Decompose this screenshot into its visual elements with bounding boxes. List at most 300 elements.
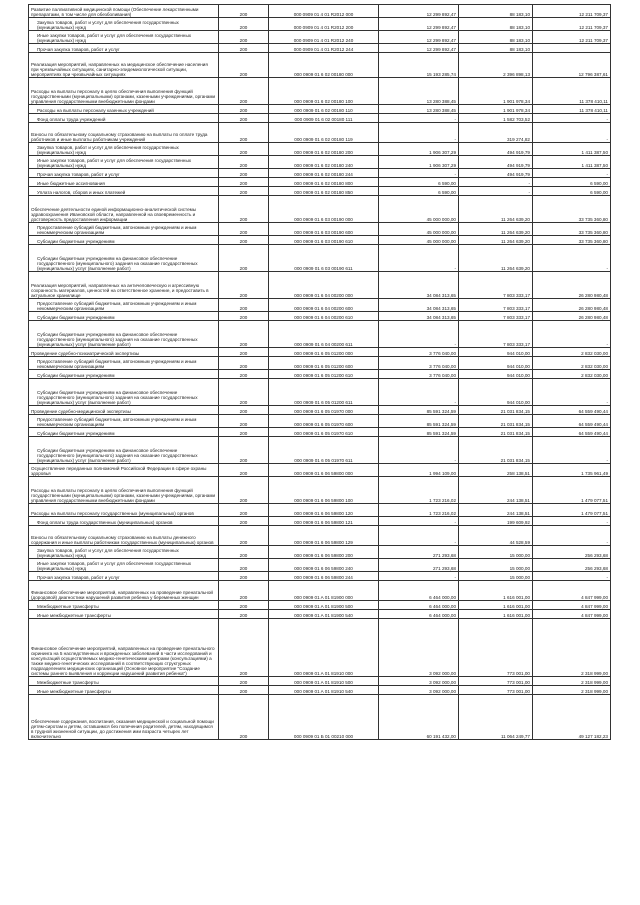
row-name-cell: Предоставление субсидий бюджетным, автономным учреждениям и иным некоммерческим организациям [29,223,219,236]
table-row [29,695,611,740]
row-code-cell: 200 [219,370,269,379]
row-rest-cell: 4 847 999,00 [533,610,611,619]
row-exec-cell: 7 803 333,17 [459,312,533,321]
row-code-cell: 200 [219,504,269,517]
row-rest-cell: 2 318 999,00 [533,677,611,686]
row-rest-cell: 2 832 030,00 [533,357,611,370]
row-name-cell: Проведение судебно-медицинской экспертизы [29,406,219,415]
table-row [29,31,611,44]
table-row [29,348,611,357]
row-code-cell: 200 [219,695,269,740]
row-exec-cell: - [459,187,533,196]
row-plan-cell: - [379,123,459,143]
row-code-cell: 200 [219,428,269,437]
row-kbk-cell: 000 0909 01 6 05 01200 000 [269,348,379,357]
row-exec-cell: 44 528,59 [459,526,533,546]
row-name-cell: Иные закупки товаров, работ и услуг для обеспечения государственных (муниципальных) нужд [29,156,219,169]
row-plan-cell: 6 464 000,00 [379,601,459,610]
row-exec-cell: 773 001,00 [459,686,533,695]
row-code-cell: 200 [219,517,269,526]
row-code-cell: 200 [219,610,269,619]
row-name-cell: Предоставление субсидий бюджетным, автономным учреждениям и иным некоммерческим организациям [29,299,219,312]
row-code-cell: 200 [219,245,269,272]
row-exec-cell: 21 031 834,15 [459,437,533,464]
row-code-cell: 200 [219,178,269,187]
row-code-cell: 200 [219,572,269,581]
row-rest-cell: 11 378 410,11 [533,78,611,105]
row-rest-cell: 1 411 387,50 [533,143,611,156]
row-plan-cell: 12 299 892,47 [379,44,459,53]
row-name-cell: Субсидии бюджетным учреждениям [29,312,219,321]
row-name-cell: Прочая закупка товаров, работ и услуг [29,44,219,53]
row-exec-cell: 773 001,00 [459,677,533,686]
row-exec-cell: 944 010,00 [459,348,533,357]
row-kbk-cell: 000 0909 01 6 04 00200 610 [269,312,379,321]
table-row [29,504,611,517]
row-rest-cell: 256 293,68 [533,546,611,559]
row-name-cell: Предоставление субсидий бюджетным, автономным учреждениям и иным некоммерческим организациям [29,357,219,370]
row-name-cell: Закупка товаров, работ и услуг для обеспечения государственных (муниципальных) нужд [29,546,219,559]
row-rest-cell: 33 735 360,80 [533,236,611,245]
table-row [29,143,611,156]
row-rest-cell: 1 735 961,49 [533,464,611,477]
row-exec-cell: 21 031 834,15 [459,406,533,415]
table-row [29,236,611,245]
row-name-cell: Реализация мероприятий, направленных на медицинское обеспечение населения при чрезвычайных ситуациях, санитарно-эпидемиологической ситуации, мероприятиях при чрезвычайных ситуациях [29,53,219,78]
row-name-cell: Прочая закупка товаров, работ и услуг [29,572,219,581]
row-exec-cell: 1 616 001,00 [459,610,533,619]
row-kbk-cell: 000 0909 01 6 06 59800 244 [269,572,379,581]
row-code-cell: 200 [219,18,269,31]
row-kbk-cell: 000 0909 01 A 01 81900 000 [269,581,379,601]
row-rest-cell: 6 590,00 [533,187,611,196]
row-code-cell: 200 [219,348,269,357]
row-exec-cell: 494 919,79 [459,169,533,178]
row-rest-cell: 26 280 980,48 [533,299,611,312]
row-kbk-cell: 000 0909 01 4 01 R2012 200 [269,18,379,31]
table-row [29,178,611,187]
row-kbk-cell: 000 0909 01 6 04 00200 000 [269,272,379,299]
row-exec-cell: 199 609,92 [459,517,533,526]
row-exec-cell: 944 010,00 [459,370,533,379]
row-code-cell: 200 [219,156,269,169]
row-name-cell: Реализация мероприятий, направленных на античеловеческую и агрессивную сохранность материалов, ценностей на ответственное хранение, и предоставить в актуальное хранилище [29,272,219,299]
row-name-cell: Расходы на выплаты персоналу в целях обеспечения выполнения функций государственными (муниципальными) органами, казенными учреждениями, органами управления государственными внебюджетными фондами [29,78,219,105]
table-row [29,406,611,415]
row-plan-cell: 1 723 216,02 [379,504,459,517]
row-kbk-cell: 000 0909 01 6 02 00180 850 [269,187,379,196]
table-row [29,437,611,464]
row-kbk-cell: 000 0909 01 6 02 00180 111 [269,114,379,123]
row-rest-cell: 64 559 490,44 [533,415,611,428]
row-exec-cell: 11 064 249,77 [459,695,533,740]
row-name-cell: Субсидии бюджетным учреждениям [29,428,219,437]
row-kbk-cell: 000 0909 01 6 06 59800 240 [269,559,379,572]
row-plan-cell: 6 590,00 [379,187,459,196]
row-kbk-cell: 000 0909 01 A 01 81910 540 [269,686,379,695]
table-row [29,223,611,236]
row-code-cell: 200 [219,31,269,44]
row-plan-cell: 3 092 000,00 [379,686,459,695]
table-row [29,123,611,143]
table-row [29,686,611,695]
row-plan-cell: 85 591 324,59 [379,406,459,415]
row-kbk-cell: 000 0909 01 6 02 00180 240 [269,156,379,169]
row-rest-cell: 12 796 387,61 [533,53,611,78]
row-code-cell: 200 [219,601,269,610]
row-kbk-cell: 000 0909 01 A 01 81910 500 [269,677,379,686]
row-code-cell: 200 [219,123,269,143]
row-rest-cell: 1 479 077,51 [533,477,611,504]
row-rest-cell: 26 280 980,48 [533,312,611,321]
row-plan-cell: 271 293,68 [379,546,459,559]
row-rest-cell: 26 280 980,48 [533,272,611,299]
row-exec-cell: 7 803 333,17 [459,272,533,299]
row-code-cell: 200 [219,44,269,53]
row-name-cell: Расходы на выплаты персоналу государственных (муниципальных) органов [29,504,219,517]
table-row [29,114,611,123]
row-code-cell: 200 [219,169,269,178]
row-exec-cell: 88 183,10 [459,18,533,31]
row-plan-cell: 13 280 388,45 [379,78,459,105]
row-plan-cell: 12 299 892,47 [379,18,459,31]
row-code-cell: 200 [219,415,269,428]
row-name-cell: Расходы на выплаты персоналу казенных учреждений [29,105,219,114]
row-plan-cell: - [379,379,459,406]
table-row [29,477,611,504]
row-code-cell: 200 [219,105,269,114]
row-name-cell: Субсидии бюджетным учреждениям на финансовое обеспечение государственного (муниципального) задания на оказание государственных (муниципальных) услуг (выполнение работ) [29,321,219,348]
row-rest-cell: - [533,517,611,526]
table-row [29,428,611,437]
row-plan-cell: 12 299 892,47 [379,31,459,44]
row-plan-cell: 85 591 324,59 [379,428,459,437]
row-code-cell: 200 [219,581,269,601]
row-code-cell: 200 [219,677,269,686]
row-rest-cell: 256 293,68 [533,559,611,572]
row-exec-cell: 944 010,00 [459,357,533,370]
table-row [29,105,611,114]
table-row [29,156,611,169]
table-row [29,370,611,379]
row-plan-cell: - [379,321,459,348]
row-rest-cell: 64 559 490,44 [533,406,611,415]
table-row [29,245,611,272]
row-name-cell: Обеспечение деятельности единой информационно-аналитической системы здравоохранения Ивановской области, направленной на своевременность и достоверность предоставления информации [29,196,219,223]
row-kbk-cell: 000 0909 01 6 02 00180 110 [269,105,379,114]
row-plan-cell: 1 723 216,02 [379,477,459,504]
row-code-cell: 200 [219,187,269,196]
row-name-cell: Иные закупки товаров, работ и услуг для обеспечения государственных (муниципальных) нужд [29,31,219,44]
row-name-cell: Межбюджетные трансферты [29,601,219,610]
table-row [29,299,611,312]
row-exec-cell: 11 264 639,20 [459,196,533,223]
row-name-cell: Взносы по обязательному социальному страхованию на выплаты по оплате труда работников и иные выплаты работникам учреждений [29,123,219,143]
row-name-cell: Закупка товаров, работ и услуг для обеспечения государственных (муниципальных) нужд [29,18,219,31]
row-kbk-cell: 000 0909 01 Б 01 00210 000 [269,695,379,740]
row-exec-cell: - [459,178,533,187]
table-row [29,357,611,370]
row-rest-cell: 12 211 709,37 [533,5,611,18]
table-row [29,619,611,677]
row-code-cell: 200 [219,437,269,464]
row-rest-cell: - [533,437,611,464]
table-row [29,464,611,477]
table-row [29,187,611,196]
row-plan-cell: 6 590,00 [379,178,459,187]
row-kbk-cell: 000 0909 01 6 04 00200 611 [269,321,379,348]
row-exec-cell: 1 901 978,34 [459,78,533,105]
table-row [29,44,611,53]
table-row [29,321,611,348]
row-code-cell: 200 [219,143,269,156]
row-exec-cell: 11 264 639,20 [459,223,533,236]
row-plan-cell: 1 906 307,29 [379,156,459,169]
table-row [29,581,611,601]
row-plan-cell: 12 299 892,47 [379,5,459,18]
row-kbk-cell: 000 0909 01 A 01 81910 000 [269,619,379,677]
row-name-cell: Взносы по обязательному социальному страхованию на выплаты денежного содержания и иные выплаты работникам государственных (муниципальных) органов [29,526,219,546]
row-plan-cell: 1 994 109,00 [379,464,459,477]
row-name-cell: Развитие паллиативной медицинской помощи (Обеспечение лекарственными препаратами, в том числе для обезболивания) [29,5,219,18]
row-rest-cell: 11 378 410,11 [533,105,611,114]
row-plan-cell: 6 464 000,00 [379,581,459,601]
row-code-cell: 200 [219,5,269,18]
row-kbk-cell: 000 0909 01 6 03 00190 600 [269,223,379,236]
row-code-cell: 200 [219,546,269,559]
row-exec-cell: 88 183,10 [459,44,533,53]
row-kbk-cell: 000 0909 01 6 03 00190 610 [269,236,379,245]
row-name-cell: Субсидии бюджетным учреждениям [29,370,219,379]
row-code-cell: 200 [219,406,269,415]
row-name-cell: Иные межбюджетные трансферты [29,686,219,695]
row-plan-cell: - [379,526,459,546]
row-exec-cell: 494 919,79 [459,156,533,169]
row-plan-cell: 3 776 040,00 [379,348,459,357]
row-code-cell: 200 [219,299,269,312]
row-kbk-cell: 000 0909 01 6 05 01970 600 [269,415,379,428]
row-exec-cell: 494 919,79 [459,143,533,156]
row-rest-cell: 1 411 387,50 [533,156,611,169]
row-exec-cell: 15 000,00 [459,572,533,581]
row-code-cell: 200 [219,379,269,406]
table-row [29,53,611,78]
row-kbk-cell: 000 0909 01 A 01 81900 500 [269,601,379,610]
row-name-cell: Расходы на выплаты персоналу в целях обеспечения выполнения функций государственными (муниципальными) органами, казенными учреждениями, органами управления государственными внебюджетными фондами [29,477,219,504]
row-exec-cell: 21 031 834,15 [459,415,533,428]
row-exec-cell: 2 396 898,13 [459,53,533,78]
row-plan-cell: - [379,169,459,178]
row-name-cell: Субсидии бюджетным учреждениям на финансовое обеспечение государственного (муниципального) задания на оказание государственных (муниципальных) услуг (выполнение работ) [29,379,219,406]
row-rest-cell: 12 211 709,37 [533,18,611,31]
table-row [29,5,611,18]
table-row [29,169,611,178]
row-exec-cell: 1 616 001,00 [459,601,533,610]
table-row [29,546,611,559]
row-code-cell: 200 [219,236,269,245]
row-exec-cell: 88 183,10 [459,5,533,18]
table-row [29,526,611,546]
row-kbk-cell: 000 0909 01 4 01 R2012 240 [269,31,379,44]
row-plan-cell: 45 000 000,00 [379,223,459,236]
row-name-cell: Закупка товаров, работ и услуг для обеспечения государственных (муниципальных) нужд [29,143,219,156]
row-rest-cell: - [533,572,611,581]
row-exec-cell: 7 803 333,17 [459,299,533,312]
table-row [29,610,611,619]
row-name-cell: Уплата налогов, сборов и иных платежей [29,187,219,196]
row-plan-cell: - [379,245,459,272]
row-rest-cell: 2 832 030,00 [533,370,611,379]
row-exec-cell: 21 031 834,15 [459,428,533,437]
row-code-cell: 200 [219,357,269,370]
row-exec-cell: 244 138,51 [459,477,533,504]
row-rest-cell: 6 590,00 [533,178,611,187]
row-kbk-cell: 000 0909 01 6 03 00190 611 [269,245,379,272]
row-plan-cell: - [379,572,459,581]
row-name-cell: Иные межбюджетные трансферты [29,610,219,619]
row-rest-cell: 33 735 360,80 [533,196,611,223]
row-code-cell: 200 [219,78,269,105]
row-plan-cell: 45 000 000,00 [379,196,459,223]
row-kbk-cell: 000 0909 01 6 06 59800 121 [269,517,379,526]
row-name-cell: Иные закупки товаров, работ и услуг для обеспечения государственных (муниципальных) нужд [29,559,219,572]
row-rest-cell: 49 127 182,23 [533,695,611,740]
budget-execution-table [28,4,611,740]
row-rest-cell: 64 559 490,44 [533,428,611,437]
table-row [29,677,611,686]
row-kbk-cell: 000 0909 01 6 02 00180 000 [269,53,379,78]
row-kbk-cell: 000 0909 01 6 02 00180 800 [269,178,379,187]
row-plan-cell: 34 084 313,65 [379,312,459,321]
row-code-cell: 200 [219,223,269,236]
row-rest-cell: - [533,169,611,178]
row-rest-cell: 33 735 360,80 [533,223,611,236]
row-name-cell: Осуществление переданных полномочий Российской Федерации в сфере охраны здоровья [29,464,219,477]
row-kbk-cell: 000 0909 01 A 01 81900 540 [269,610,379,619]
row-rest-cell: - [533,114,611,123]
row-kbk-cell: 000 0909 01 6 02 00180 119 [269,123,379,143]
table-row [29,272,611,299]
row-rest-cell: 1 479 077,51 [533,504,611,517]
row-name-cell: Субсидии бюджетным учреждениям [29,236,219,245]
row-name-cell: Финансовое обеспечение мероприятий, направленных на проведение пренатального скрининга на 5 наследственных и врожденных заболеваний в части исследований и консультаций осуществляемых медико-генетическими центрами (консультациями) а также медико-генетических исследований в соответствующих структурных подразделениях медицинских организаций (Основное мероприятие "Создание системы раннего выявления и коррекции нарушений развития ребенка") [29,619,219,677]
row-kbk-cell: 000 0909 01 4 01 R2012 244 [269,44,379,53]
row-kbk-cell: 000 0909 01 6 06 59800 120 [269,504,379,517]
row-exec-cell: 7 803 333,17 [459,321,533,348]
row-exec-cell: 15 000,00 [459,559,533,572]
row-kbk-cell: 000 0909 01 6 02 00180 100 [269,78,379,105]
row-name-cell: Фонд оплаты труда государственных (муниципальных) органов [29,517,219,526]
row-plan-cell: 45 000 000,00 [379,236,459,245]
row-rest-cell: - [533,123,611,143]
row-code-cell: 200 [219,619,269,677]
row-kbk-cell: 000 0909 01 6 06 59800 129 [269,526,379,546]
row-plan-cell: 271 293,68 [379,559,459,572]
row-code-cell: 200 [219,312,269,321]
row-code-cell: 200 [219,321,269,348]
row-exec-cell: 1 901 978,34 [459,105,533,114]
row-plan-cell: 34 084 313,65 [379,299,459,312]
row-kbk-cell: 000 0909 01 6 05 01970 611 [269,437,379,464]
row-name-cell: Фонд оплаты труда учреждений [29,114,219,123]
row-plan-cell: 15 193 285,74 [379,53,459,78]
row-kbk-cell: 000 0909 01 6 06 59800 200 [269,546,379,559]
table-row [29,312,611,321]
row-plan-cell: 3 776 040,00 [379,370,459,379]
row-rest-cell: - [533,526,611,546]
row-kbk-cell: 000 0909 01 6 06 59800 000 [269,464,379,477]
row-kbk-cell: 000 0909 01 6 04 00200 600 [269,299,379,312]
row-name-cell: Проведение судебно-психиатрической экспертизы [29,348,219,357]
row-code-cell: 200 [219,114,269,123]
row-rest-cell: 4 847 999,00 [533,581,611,601]
table-row [29,559,611,572]
row-plan-cell: 3 092 000,00 [379,619,459,677]
table-row [29,379,611,406]
row-rest-cell: - [533,379,611,406]
row-name-cell: Межбюджетные трансферты [29,677,219,686]
row-kbk-cell: 000 0909 01 6 05 01200 611 [269,379,379,406]
row-exec-cell: 244 138,51 [459,504,533,517]
row-name-cell: Субсидии бюджетным учреждениям на финансовое обеспечение государственного (муниципального) задания на оказание государственных (муниципальных) услуг (выполнение работ) [29,245,219,272]
row-rest-cell [533,44,611,53]
row-plan-cell: - [379,517,459,526]
row-kbk-cell: 000 0909 01 6 02 00180 200 [269,143,379,156]
row-code-cell: 200 [219,272,269,299]
row-kbk-cell: 000 0909 01 6 05 01970 000 [269,406,379,415]
row-code-cell: 200 [219,464,269,477]
row-plan-cell: 13 280 388,45 [379,105,459,114]
row-exec-cell: 258 138,51 [459,464,533,477]
table-row [29,601,611,610]
row-name-cell: Прочая закупка товаров, работ и услуг [29,169,219,178]
row-plan-cell: 34 084 313,65 [379,272,459,299]
table-row [29,517,611,526]
row-exec-cell: 15 000,00 [459,546,533,559]
row-kbk-cell: 000 0909 01 6 03 00190 000 [269,196,379,223]
row-code-cell: 200 [219,559,269,572]
row-exec-cell: 11 264 639,20 [459,245,533,272]
row-kbk-cell: 000 0909 01 4 01 R2012 000 [269,5,379,18]
row-kbk-cell: 000 0909 01 6 02 00180 244 [269,169,379,178]
row-plan-cell: 6 464 000,00 [379,610,459,619]
row-rest-cell: - [533,245,611,272]
row-rest-cell: 2 318 999,00 [533,619,611,677]
row-plan-cell: 60 191 432,00 [379,695,459,740]
row-code-cell: 200 [219,477,269,504]
row-plan-cell: - [379,114,459,123]
table-row [29,78,611,105]
row-code-cell: 200 [219,196,269,223]
row-name-cell: Предоставление субсидий бюджетным, автономным учреждениям и иным некоммерческим организациям [29,415,219,428]
row-kbk-cell: 000 0909 01 6 05 01200 610 [269,370,379,379]
row-rest-cell: - [533,321,611,348]
row-plan-cell: 85 591 324,59 [379,415,459,428]
row-kbk-cell: 000 0909 01 6 05 01200 600 [269,357,379,370]
row-exec-cell: 319 274,82 [459,123,533,143]
row-plan-cell: 3 092 000,00 [379,677,459,686]
row-exec-cell: 11 264 639,20 [459,236,533,245]
row-name-cell: Иные бюджетные ассигнования [29,178,219,187]
row-rest-cell: 4 847 999,00 [533,601,611,610]
row-rest-cell: 2 318 999,00 [533,686,611,695]
row-code-cell: 200 [219,686,269,695]
row-exec-cell: 1 616 001,00 [459,581,533,601]
row-kbk-cell: 000 0909 01 6 05 01970 610 [269,428,379,437]
row-rest-cell: 12 211 709,37 [533,31,611,44]
row-code-cell: 200 [219,526,269,546]
row-code-cell: 200 [219,53,269,78]
